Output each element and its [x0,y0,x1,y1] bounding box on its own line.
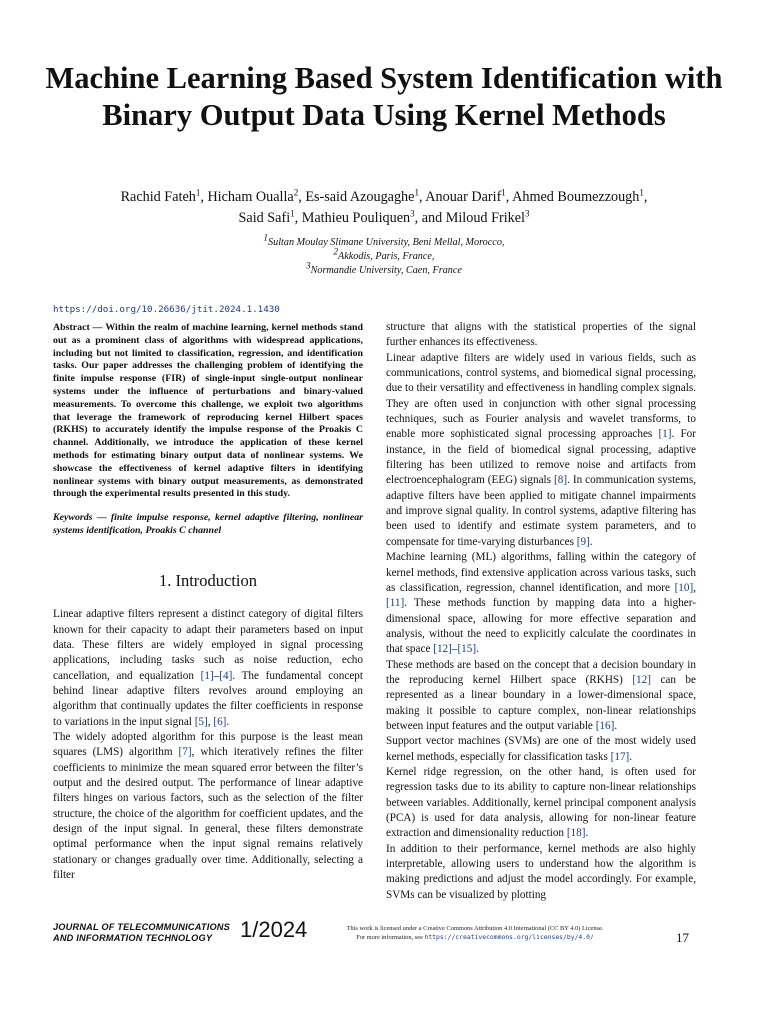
affiliations [40,232,728,277]
author-name: Mathieu Pouliquen [301,209,411,226]
author-affiliation-mark: 1 [501,187,506,198]
body-text-run: , [207,715,214,728]
section-heading-introduction: 1. Introduction [158,571,258,591]
body-text-run: – [213,669,220,682]
author-name: Rachid Fateh [120,189,196,205]
license-notice [330,925,620,942]
keywords: Keywords — finite impulse response, kernel adaptive filtering, nonlinear systems identification, Proakis C channel [53,512,363,537]
citation-link[interactable]: [7] [178,746,192,759]
author-list: Rachid Fateh$^1$, Hicham Oualla$^2$, Es-said Azougaghe$^1$, Anouar Darif$^1$, Ahmed Boumezzough$^1$, Said Safi$^1$, Mathieu Pouliquen$^3$, and Miloud Frikel$^3$ [120,187,648,226]
citation-link[interactable]: [9] [576,535,590,548]
affiliation-mark: 3 [306,260,311,271]
citation-link[interactable]: [15] [457,643,477,656]
body-paragraph [386,658,696,735]
citation-link[interactable]: [1] [200,669,214,682]
body-paragraph [386,734,696,765]
author-affiliation-mark: 3 [524,207,530,218]
citation-link[interactable]: [4] [219,669,233,682]
doi-link[interactable]: https://doi.org/10.26636/jtit.2024.1.1430 [53,304,280,315]
body-text-run: Linear adaptive filters are widely used in various fields, such as communications, control systems, and biomedical signal processing, due to their versatility and effectiveness in handling complex signals. They are often used in conjunction with other signal processing techniques, such as Fourier analysis and wavelet transforms, to enable more sophisticated signal processing approaches [386,351,696,441]
left-column [53,322,363,883]
author-affiliation-mark: 3 [410,207,415,218]
citation-link[interactable]: [18] [566,827,586,840]
body-text-run: . In communication systems, adaptive filters have been applied to mitigate channel impairments and improve signal quality. In control systems, adaptive filtering has been used to identify and estimate system parameters, and to compensate for time-varying disturbances [386,474,696,548]
citation-link[interactable]: [10] [674,581,694,594]
body-text-run: . The fundamental concept behind linear adaptive filters revolves around employing an algorithm that continually updates the filter coefficients in response to variations in the input signal [53,669,363,728]
body-paragraph [386,765,696,842]
license-link[interactable]: https://creativecommons.org/licenses/by/4.0/ [424,933,594,941]
body-text-run: structure that aligns with the statistical properties of the signal further enhances its effectiveness. [386,321,696,349]
license-more-info [330,933,620,942]
affiliation-line [40,232,728,250]
right-column [386,320,696,903]
body-paragraph [386,550,696,657]
citation-link[interactable]: [12] [433,643,452,656]
affiliation-text: Sultan Moulay Slimane University, Beni Mellal, Morocco, [268,237,505,248]
body-text-run: . [614,719,618,732]
affiliation-mark: 1 [263,232,269,243]
license-text: This work is licensed under a Creative Commons Attribution 4.0 International (CC BY 4.0) License. [346,925,604,932]
citation-link[interactable]: [8] [554,474,568,487]
author-name: Miloud Frikel [445,209,525,226]
citation-link[interactable]: [5] [194,715,208,728]
issue-number: 1/2024 [240,917,308,942]
body-text-run: – [451,643,458,656]
affiliation-text: Normandie University, Caen, France [310,264,462,276]
body-text-run: , which iteratively refines the filter coefficients to minimize the mean squared error between the filter’s output and the desired output. The performance of linear adaptive filters hinges on various factors, such as the selection of the filter structure, the choice of the algorithm for coefficient updates, and the design of the input signal. In general, these filters demonstrate optimal performance when the input signal remains relatively stationary or changes gradually over time. Additionally, selecting a filter [53,746,363,881]
citation-link[interactable]: [6] [213,715,227,728]
author-affiliation-mark: 1 [195,187,201,198]
body-paragraph [53,607,363,730]
body-text-run: , [693,581,696,594]
body-text-run: The widely adopted algorithm for this purpose is the least mean squares (LMS) algorithm [53,730,363,759]
body-text-run: . [585,827,589,840]
citation-link[interactable]: [17] [610,750,630,763]
author-name: Ahmed Boumezzough [512,189,640,205]
body-text-run: In addition to their performance, kernel methods are also highly interpretable, allowing users to understand how the algorithm is making predictions and adjust the model accordingly. For example, SVMs can be visualized by plotting [386,842,696,901]
body-paragraph [386,842,696,903]
body-paragraph [53,730,363,883]
citation-link[interactable]: [1] [658,428,672,441]
affiliation-line [40,246,728,264]
paper-title: Machine Learning Based System Identification with Binary Output Data Using Kernel Methods [45,61,723,132]
body-text-run: can be represented as a linear boundary in a lower-dimensional space, making it possible to capture complex, non-linear relationships between input features and the output variable [386,673,696,732]
body-text-run: . [226,715,230,728]
journal-name-line: AND INFORMATION TECHNOLOGY [53,933,213,943]
journal-name [53,922,230,944]
body-text-run: . [629,750,633,763]
body-text-run: . [589,535,593,548]
author-affiliation-mark: 1 [414,187,419,198]
author-affiliation-mark: 2 [293,187,299,198]
body-text-run: . [476,643,479,656]
body-text-run: Support vector machines (SVMs) are one of the most widely used kernel methods, especially for classification tasks [386,735,696,763]
body-text-run: . For instance, in the field of biomedical signal processing, adaptive filtering has been utilized to remove noise and artifacts from electroencephalogram (EEG) signals [386,428,696,487]
body-text-run: Machine learning (ML) algorithms, falling within the category of kernel methods, find extensive application across various tasks, such as classification, regression, channel identification, and more [386,551,696,594]
license-prefix: For more information, see [356,934,425,941]
author-name: Hicham Oualla [207,189,294,205]
citation-link[interactable]: [12] [632,673,651,686]
body-text-run: Linear adaptive filters represent a distinct category of digital filters known for their capacity to adapt their parameters based on input data. These filters are widely employed in signal processing applications, including tasks such as noise reduction, echo cancellation, and equalization [53,608,363,682]
affiliation-text: Akkodis, Paris, France, [338,250,435,262]
body-text-run: These methods are based on the concept that a decision boundary in the reproducing kernel Hilbert space (RKHS) [386,658,696,686]
author-affiliation-mark: 1 [639,187,644,198]
author-name: Anouar Darif [425,189,502,205]
page-number: 17 [676,930,689,945]
body-text-run: Kernel ridge regression, on the other hand, is often used for regression tasks due to its ability to capture non-linear relationships between variables. Additionally, kernel principal component analysis (PCA) is used for data analysis, allowing for non-linear feature extraction and dimensionality reduction [386,765,696,840]
body-text-run: . These methods function by mapping data into a higher-dimensional space, allowing for more effective separation and analysis, without the need to explicitly calculate the coordinates in that space [386,597,696,656]
citation-link[interactable]: [16] [595,719,615,732]
right-body-text [386,320,696,903]
citation-link[interactable]: [11] [386,597,405,610]
author-name: Said Safi [238,209,291,226]
affiliation-line [40,260,728,278]
abstract: Abstract — Within the realm of machine learning, kernel methods stand out as a prominent class of algorithms with widespread applications, including but not limited to classification, regression, and identification tasks. Our paper addresses the challenging problem of identifying the finite impulse response (FIR) of single-input single-output nonlinear systems under the influence of perturbations and binary-valued measurements. To overcome this challenge, we exploit two algorithms that leverage the framework of reproducing kernel Hilbert spaces (RKHS) to accurately identify the impulse response of the Proakis C channel. Additionally, we introduce the application of these kernel methods for estimating binary output data of nonlinear systems. We showcase the effectiveness of kernel adaptive filters in identifying nonlinear systems with binary output measurements, as demonstrated through the experimental results presented in this study. [53,322,363,500]
affiliation-mark: 2 [333,246,338,257]
journal-name-line: JOURNAL OF TELECOMMUNICATIONS [53,922,230,932]
body-paragraph [386,351,696,550]
body-paragraph [386,320,696,351]
left-body-text [53,607,363,883]
author-affiliation-mark: 1 [290,207,295,218]
author-name: Es-said Azougaghe [305,189,415,205]
